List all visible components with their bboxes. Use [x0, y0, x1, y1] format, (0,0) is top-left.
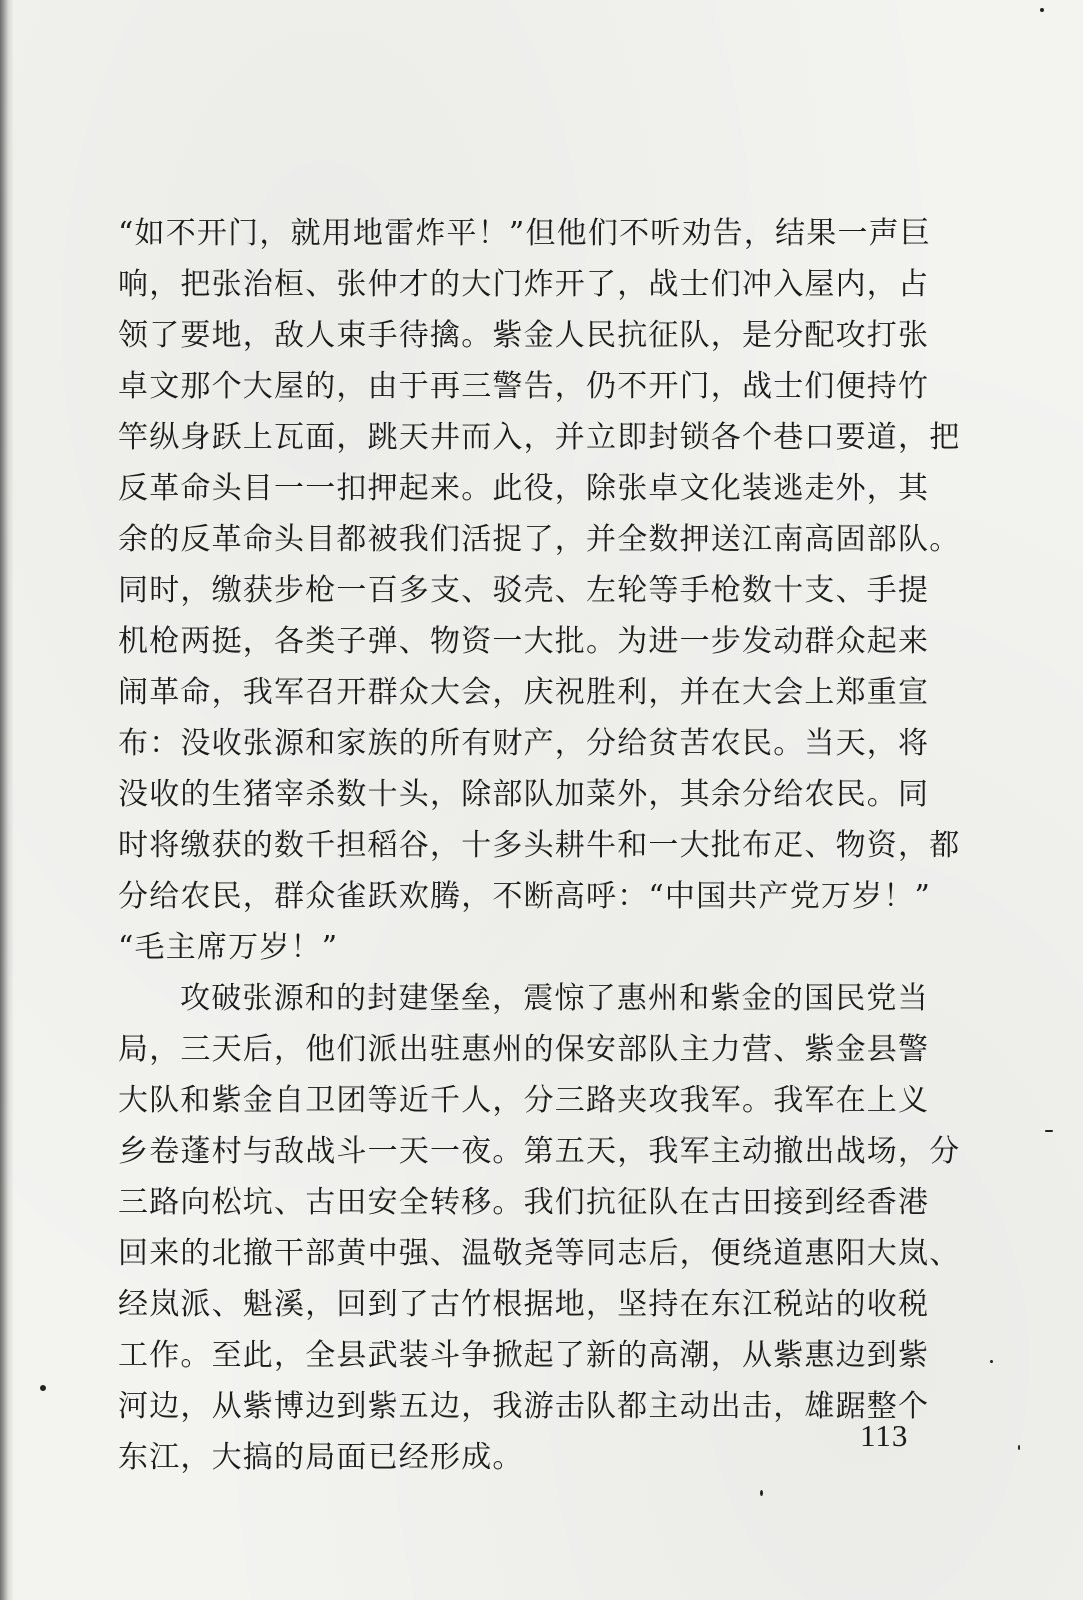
- text-line: 回来的北撤干部黄中强、温敬尧等同志后，便绕道惠阳大岚、: [118, 1236, 961, 1271]
- text-line: “毛主席万岁！”: [118, 930, 339, 965]
- text-line: 经岚派、魁溪，回到了古竹根据地，坚持在东江税站的收税: [118, 1287, 930, 1322]
- text-line: 卓文那个大屋的，由于再三警告，仍不开门，战士们便持竹: [118, 369, 930, 404]
- scan-speck: [1045, 1130, 1053, 1132]
- text-line: 响，把张治桓、张仲才的大门炸开了，战士们冲入屋内，占: [118, 267, 930, 302]
- scan-shadow-edge: [0, 0, 14, 1600]
- text-line: 时将缴获的数千担稻谷，十多头耕牛和一大批布疋、物资，都: [118, 828, 961, 863]
- text-line: 布：没收张源和家族的所有财产，分给贫苦农民。当天，将: [118, 726, 930, 761]
- text-line: 反革命头目一一扣押起来。此役，除张卓文化装逃走外，其: [118, 471, 930, 506]
- page-number: 113: [860, 1418, 909, 1453]
- text-line: 东江，大搞的局面已经形成。: [118, 1440, 524, 1475]
- scan-speck: [990, 1360, 993, 1363]
- text-line: 余的反革命头目都被我们活捉了，并全数押送江南高固部队。: [118, 522, 961, 557]
- text-line: 局，三天后，他们派出驻惠州的保安部队主力营、紫金县警: [118, 1032, 930, 1067]
- scan-speck: [1018, 1445, 1020, 1450]
- text-line: 河边，从紫博边到紫五边，我游击队都主动出击，雄踞整个: [118, 1389, 930, 1424]
- scan-speck: [760, 1490, 763, 1496]
- text-line: 竿纵身跃上瓦面，跳天井而入，并立即封锁各个巷口要道，把: [118, 420, 961, 455]
- text-line: 工作。至此，全县武装斗争掀起了新的高潮，从紫惠边到紫: [118, 1338, 930, 1373]
- text-line: 分给农民，群众雀跃欢腾，不断高呼：“中国共产党万岁！”: [118, 879, 932, 914]
- text-line: 闹革命，我军召开群众大会，庆祝胜利，并在大会上郑重宣: [118, 675, 930, 710]
- scan-speck: [1040, 8, 1044, 12]
- text-line: 同时，缴获步枪一百多支、驳壳、左轮等手枪数十支、手提: [118, 573, 930, 608]
- text-line: 大队和紫金自卫团等近千人，分三路夹攻我军。我军在上义: [118, 1083, 930, 1118]
- scan-speck: [40, 1385, 46, 1391]
- text-line: 三路向松坑、古田安全转移。我们抗征队在古田接到经香港: [118, 1185, 930, 1220]
- text-line: 领了要地，敌人束手待擒。紫金人民抗征队，是分配攻打张: [118, 318, 930, 353]
- text-line: 机枪两挺，各类子弹、物资一大批。为进一步发动群众起来: [118, 624, 930, 659]
- body-text: [118, 208, 961, 1483]
- text-line: 乡卷蓬村与敌战斗一天一夜。第五天，我军主动撤出战场，分: [118, 1134, 961, 1169]
- text-line: 攻破张源和的封建堡垒，震惊了惠州和紫金的国民党当: [180, 981, 929, 1016]
- text-line: 没收的生猪宰杀数十头，除部队加菜外，其余分给农民。同: [118, 777, 930, 812]
- text-line: “如不开门，就用地雷炸平！”但他们不听劝告，结果一声巨: [118, 216, 932, 251]
